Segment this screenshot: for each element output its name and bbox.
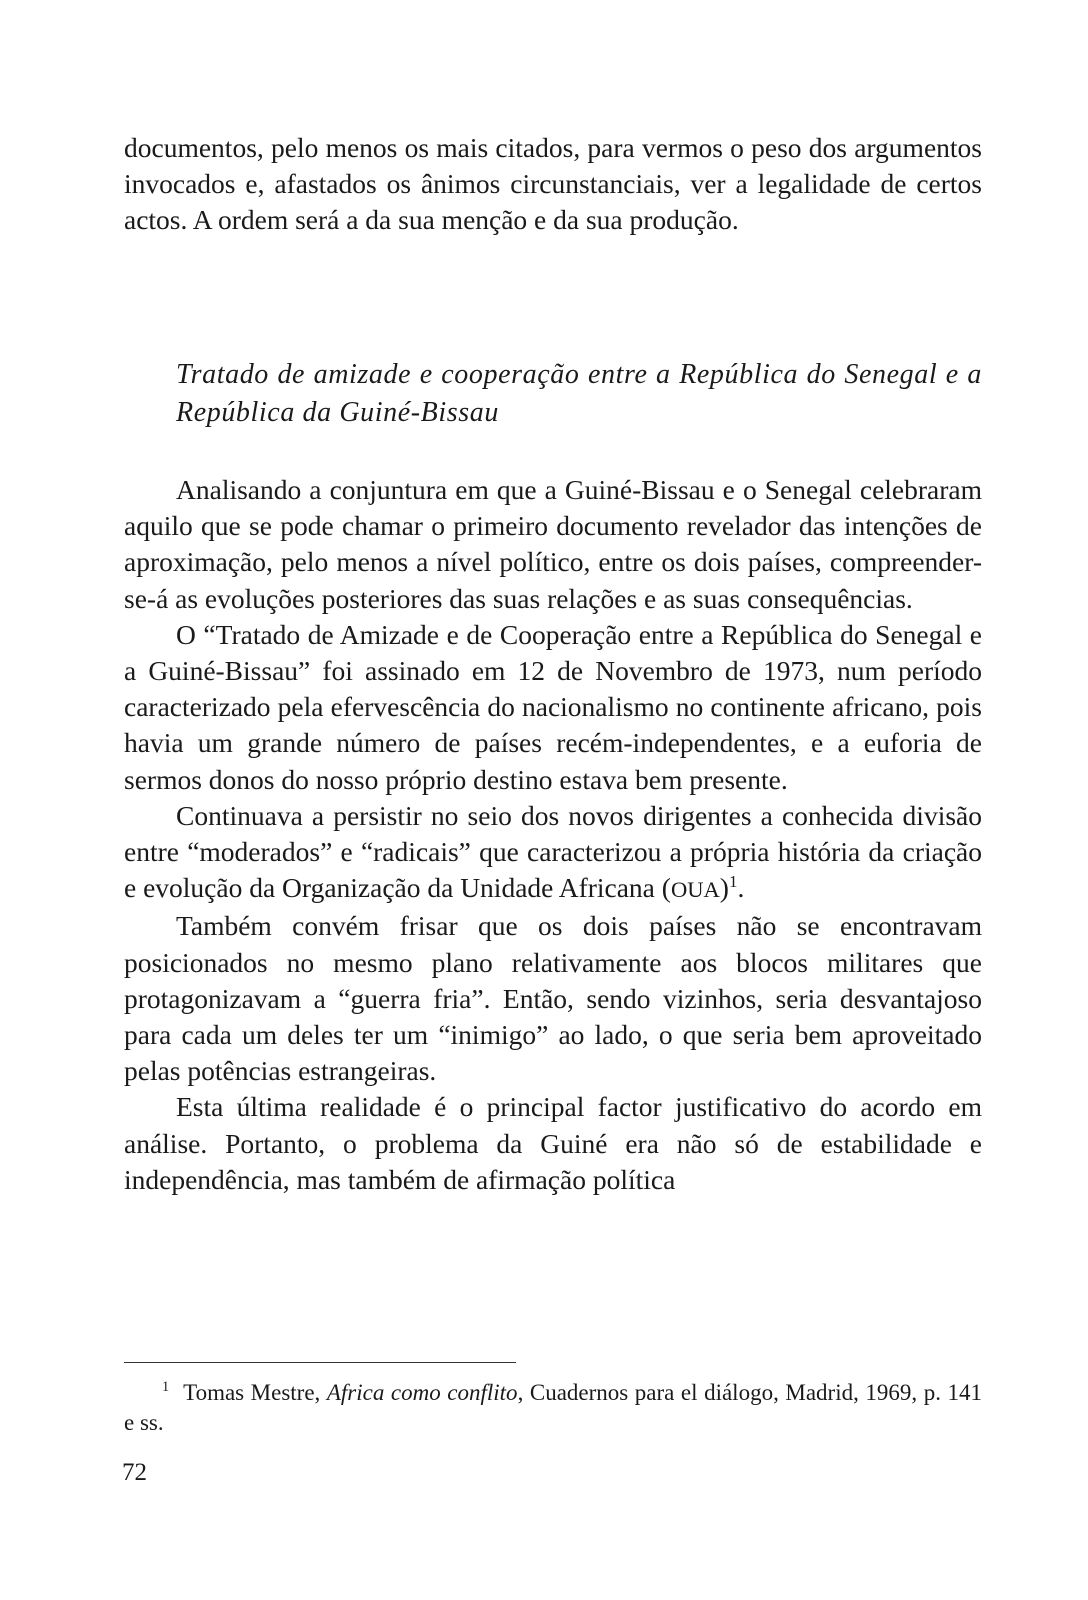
paragraph-5: Esta última realidade é o principal factor justificativo do acordo em análise. Portanto, o problema da Guiné era não só de estabilidade e independência, mas também de afirmação política xyxy=(124,1091,982,1195)
intro-paragraph: documentos, pelo menos os mais citados, para vermos o peso dos argumentos invocados e, afastados os ânimos circunstanciais, ver a legalidade de certos actos. A ordem será a da sua menção e da sua produção. xyxy=(124,132,982,236)
paragraph-3-text: Continuava a persistir no seio dos novos dirigentes a conhecida divisão entre “moderados” e “radicais” que caracterizou a própria história da criação e evolução da Organização da Unidade Africana ( xyxy=(124,799,982,904)
footnote-reference[interactable]: 1 xyxy=(728,872,738,892)
footnote xyxy=(124,1378,982,1438)
paragraph-4: Também convém frisar que os dois países não se encontravam posicionados no mesmo plano relativamente aos blocos militares que protagonizavam a “guerra fria”. Então, sendo vizinhos, seria desvantajoso para cada um deles ter um “inimigo” ao lado, o que seria bem aproveitado pelas potências estrangeiras. xyxy=(124,910,982,1087)
footnote-divider xyxy=(124,1362,516,1363)
footnote-number: 1 xyxy=(162,1379,170,1396)
footnote-author: Tomas Mestre, xyxy=(183,1380,327,1405)
section-heading: Tratado de amizade e cooperação entre a República do Senegal e a República da Guiné-Bissau xyxy=(176,359,982,428)
footnote-title: Africa como conflito xyxy=(326,1380,518,1405)
paragraph-3-close-paren: ) xyxy=(719,872,729,904)
paragraph-3 xyxy=(124,798,982,909)
page-number: 72 xyxy=(122,1459,147,1486)
paragraph-1: Analisando a conjuntura em que a Guiné-Bissau e o Senegal celebraram aquilo que se pode chamar o primeiro documento revelador das intenções de aproximação, pelo menos a nível político, entre os dois países, compreender-se-á as evoluções posteriores das suas relações e as suas consequências. xyxy=(124,474,982,614)
footnote-details: , Cuadernos para el diálogo, Madrid, 1969, p. 141 e ss. xyxy=(124,1380,983,1435)
oua-abbreviation: OUA xyxy=(670,877,720,903)
body-text xyxy=(124,472,982,1198)
paragraph-3-end: . xyxy=(737,872,745,904)
paragraph-2: O “Tratado de Amizade e de Cooperação entre a República do Senegal e a Guiné-Bissau” foi assinado em 12 de Novembro de 1973, num período caracterizado pela efervescência do nacionalismo no continente africano, pois havia um grande número de países recém-independentes, e a euforia de sermos donos do nosso próprio destino estava bem presente. xyxy=(124,618,982,795)
